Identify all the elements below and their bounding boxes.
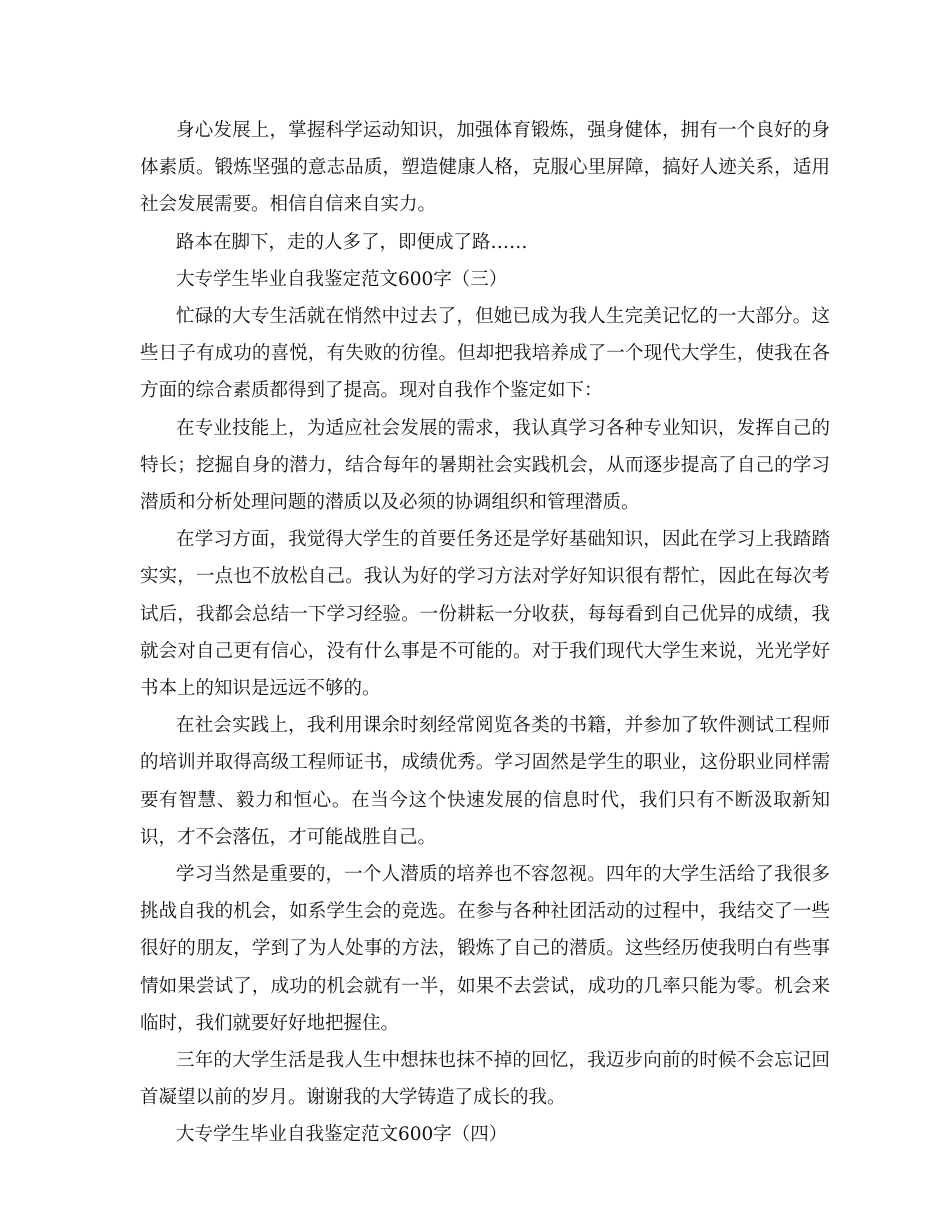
section-heading-three: 大专学生毕业自我鉴定范文600字（三）: [176, 268, 508, 290]
paragraph-intro: 忙碌的大专生活就在悄然中过去了，但她已成为我人生完美记忆的一大部分。这些日子有成功的喜悦，有失败的彷徨。但却把我培养成了一个现代大学生，使我在各方面的综合素质都得到了提高。现对自我作个鉴定如下：: [140, 306, 830, 402]
paragraph-personal-ability: 学习当然是重要的，一个人潜质的培养也不容忽视。四年的大学生活给了我很多挑战自我的机会，如系学生会的竞选。在参与各种社团活动的过程中，我结交了一些很好的朋友，学到了为人处事的方法，锻炼了自己的潜质。这些经历使我明白有些事情如果尝试了，成功的机会就有一半，如果不去尝试，成功的几率只能为零。机会来临时，我们就要好好地把握住。: [140, 864, 830, 1034]
paragraph-social-practice: 在社会实践上，我利用课余时刻经常阅览各类的书籍，并参加了软件测试工程师的培训并取得高级工程师证书，成绩优秀。学习固然是学生的职业，这份职业同样需要有智慧、毅力和恒心。在当今这个快速发展的信息时代，我们只有不断汲取新知识，才不会落伍，才可能战胜自己。: [140, 715, 830, 848]
paragraph-conclusion: 三年的大学生活是我人生中想抹也抹不掉的回忆，我迈步向前的时候不会忘记回首凝望以前的岁月。谢谢我的大学铸造了成长的我。: [140, 1050, 830, 1109]
document-body: [140, 112, 830, 1154]
paragraph-road-quote: 路本在脚下，走的人多了，即便成了路……: [176, 231, 528, 253]
paragraph-study: 在学习方面，我觉得大学生的首要任务还是学好基础知识，因此在学习上我踏踏实实，一点也不放松自己。我认为好的学习方法对学好知识很有帮忙，因此在每次考试后，我都会总结一下学习经验。一份耕耘一分收获，每每看到自己优异的成绩，我就会对自己更有信心，没有什么事是不可能的。对于我们现代大学生来说，光光学好书本上的知识是远远不够的。: [140, 529, 830, 700]
section-heading-four: 大专学生毕业自我鉴定范文600字（四）: [176, 1124, 508, 1146]
paragraph-professional-skills: 在专业技能上，为适应社会发展的需求，我认真学习各种专业知识，发挥自己的特长；挖掘自身的潜力，结合每年的暑期社会实践机会，从而逐步提高了自己的学习潜质和分析处理问题的潜质以及必须的协调组织和管理潜质。: [140, 417, 830, 514]
paragraph-physical-development: 身心发展上，掌握科学运动知识，加强体育锻炼，强身健体，拥有一个良好的身体素质。锻炼坚强的意志品质，塑造健康人格，克服心里屏障，搞好人迹关系，适用社会发展需要。相信自信来自实力。: [140, 120, 830, 216]
